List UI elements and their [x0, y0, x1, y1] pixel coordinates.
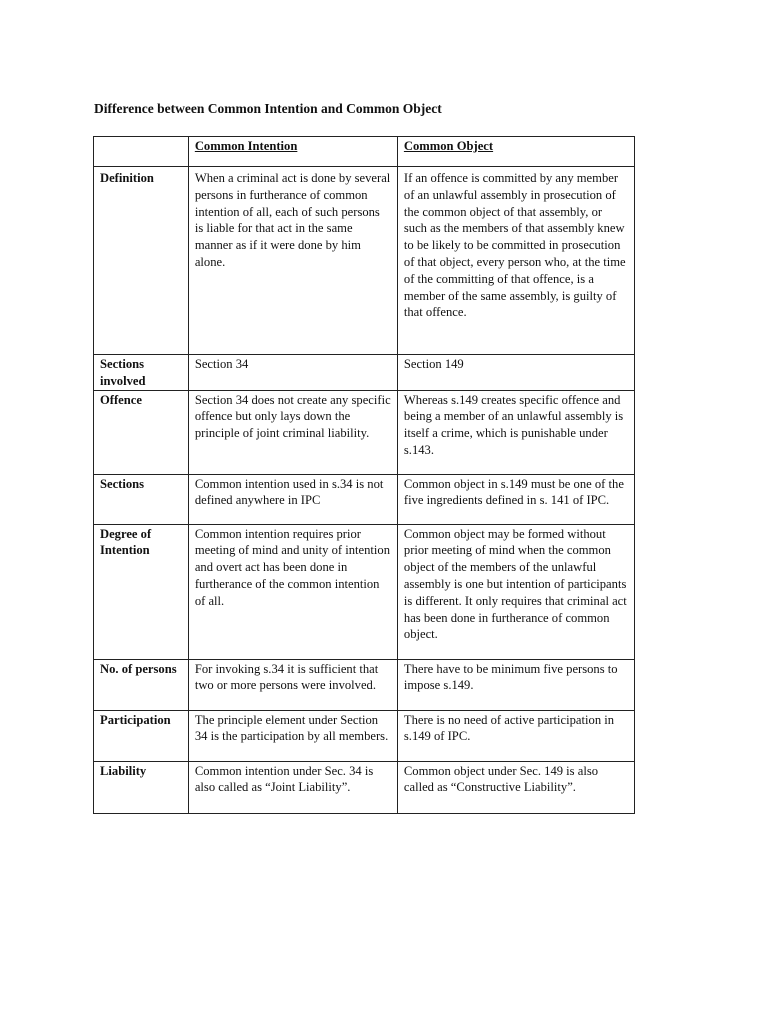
table-row: [94, 355, 635, 391]
comparison-table: [93, 136, 635, 814]
cell-common-intention: When a criminal act is done by several persons in furtherance of common intention of all, each of such persons is liable for that act in the same manner as if it were done by him alone.: [188, 167, 397, 355]
row-label-definition: Definition: [94, 167, 189, 355]
table-row: [94, 524, 635, 659]
table-row: [94, 167, 635, 355]
cell-common-intention: Common intention used in s.34 is not defined anywhere in IPC: [188, 474, 397, 524]
cell-common-object: Common object in s.149 must be one of the five ingredients defined in s. 141 of IPC.: [397, 474, 634, 524]
row-label-sections-involved: Sections involved: [94, 355, 189, 391]
row-label-offence: Offence: [94, 390, 189, 474]
cell-common-object: Common object under Sec. 149 is also called as “Constructive Liability”.: [397, 761, 634, 813]
table-header-row: [94, 137, 635, 167]
row-label-degree-of-intention: Degree of Intention: [94, 524, 189, 659]
table-row: [94, 474, 635, 524]
cell-common-intention: The principle element under Section 34 is the participation by all members.: [188, 710, 397, 761]
row-label-liability: Liability: [94, 761, 189, 813]
cell-common-object: Common object may be formed without prior meeting of mind when the common object of the members of the unlawful assembly is one but intention of participants is different. It only requires that criminal act has been done in furtherance of common object.: [397, 524, 634, 659]
cell-common-intention: Section 34 does not create any specific offence but only lays down the principle of joint criminal liability.: [188, 390, 397, 474]
row-label-participation: Participation: [94, 710, 189, 761]
cell-common-intention: Common intention requires prior meeting of mind and unity of intention and overt act has been done in furtherance of the common intention of all.: [188, 524, 397, 659]
document-title: Difference between Common Intention and Common Object: [94, 101, 442, 116]
table-row: [94, 390, 635, 474]
header-common-object: Common Object: [397, 137, 634, 167]
cell-common-intention: Section 34: [188, 355, 397, 391]
row-label-no-of-persons: No. of persons: [94, 659, 189, 710]
cell-common-object: Whereas s.149 creates specific offence and being a member of an unlawful assembly is itself a crime, which is punishable under s.143.: [397, 390, 634, 474]
cell-common-intention: Common intention under Sec. 34 is also called as “Joint Liability”.: [188, 761, 397, 813]
cell-common-object: There have to be minimum five persons to impose s.149.: [397, 659, 634, 710]
header-common-intention: Common Intention: [188, 137, 397, 167]
cell-common-object: Section 149: [397, 355, 634, 391]
row-label-sections: Sections: [94, 474, 189, 524]
table-row: [94, 761, 635, 813]
cell-common-intention: For invoking s.34 it is sufficient that two or more persons were involved.: [188, 659, 397, 710]
cell-common-object: There is no need of active participation in s.149 of IPC.: [397, 710, 634, 761]
table-row: [94, 710, 635, 761]
header-empty-cell: [94, 137, 189, 167]
cell-common-object: If an offence is committed by any member of an unlawful assembly in prosecution of the common object of that assembly, or such as the members of that assembly knew to be likely to be committed in prosecution of that object, every person who, at the time of the committing of that offence, is a member of the same assembly, is guilty of that offence.: [397, 167, 634, 355]
table-row: [94, 659, 635, 710]
